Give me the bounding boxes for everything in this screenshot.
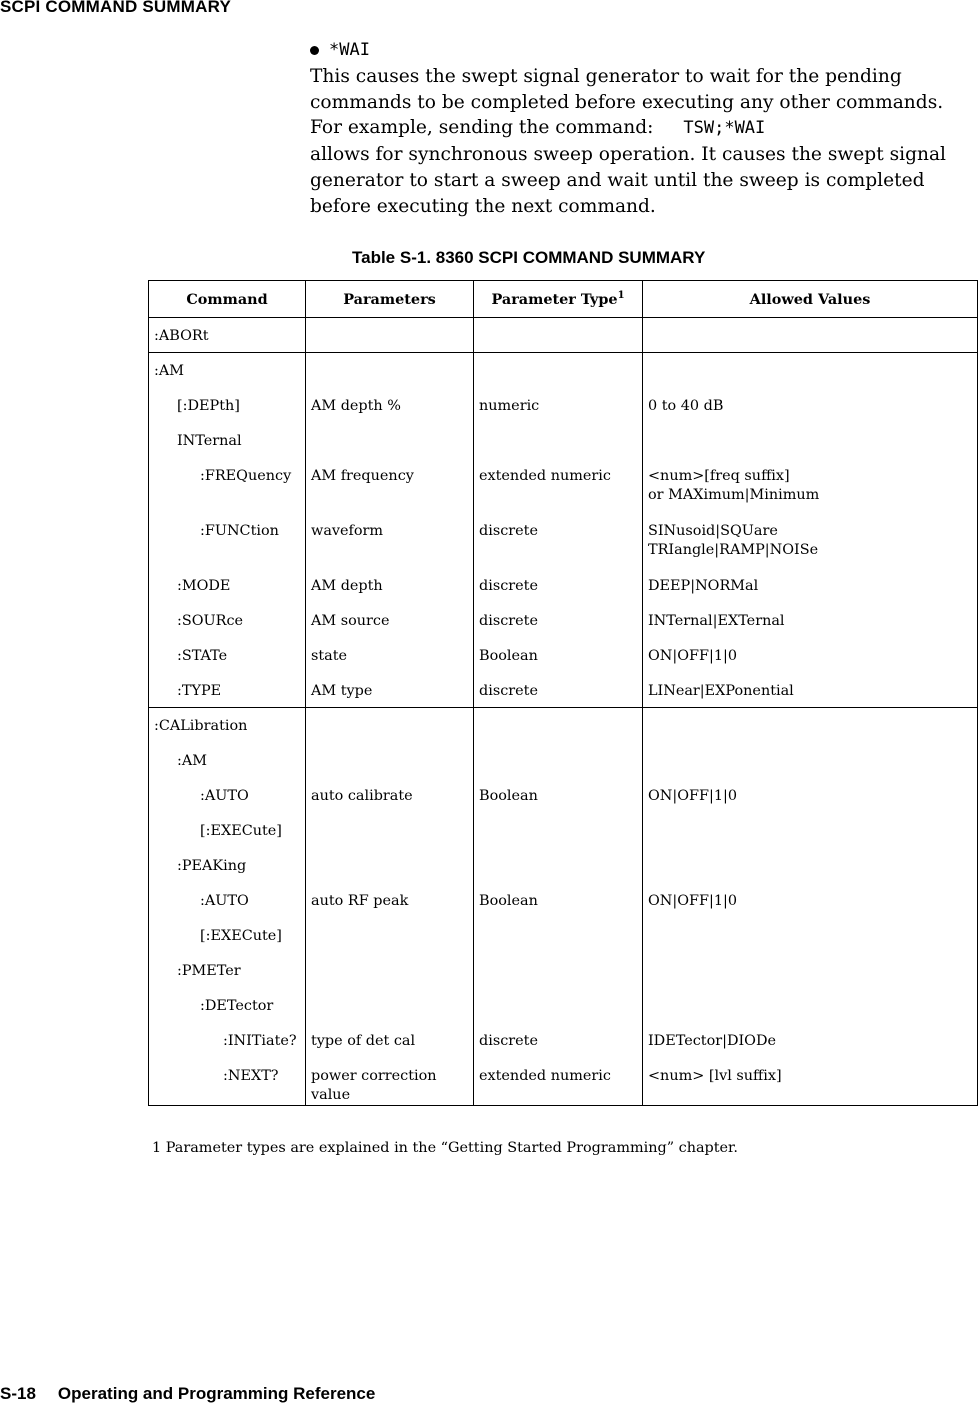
cell-parameters-text: AM frequency [311,467,414,484]
cell-command [149,743,306,778]
cell-parameter-type-text: extended numeric [479,1067,611,1084]
intro-line: before executing the next command. [310,195,656,217]
cell-command-text: :AM [154,363,184,379]
intro-line: generator to start a sweep and wait until the sweep is completed [310,169,925,191]
cell-command-text: :STATe [177,647,228,664]
cell-allowed-values-text: SINusoid|SQUare [648,522,778,539]
cell-parameter-type [474,883,643,918]
cell-parameter-type [474,318,643,353]
command-summary-table [148,280,978,1106]
cell-parameters [306,918,474,953]
table-row [149,458,978,513]
cell-parameters [306,813,474,848]
cell-parameters [306,388,474,423]
cell-command-text: [:DEPth] [177,397,240,414]
cell-allowed-values-text: DEEP|NORMal [648,577,759,594]
cell-command [149,1023,306,1058]
cell-parameters [306,1058,474,1106]
cell-parameters [306,708,474,743]
cell-parameter-type-text: discrete [479,577,538,594]
cell-command-text: :MODE [177,577,231,594]
cell-command [149,708,306,743]
cell-parameters [306,883,474,918]
cell-parameters-text: AM depth [311,577,383,594]
cell-parameters [306,988,474,1023]
cell-allowed-values-text: or MAXimum|Minimum [648,486,820,503]
cell-parameter-type [474,353,643,388]
cell-parameters-text: AM source [311,612,390,629]
table-row [149,708,978,743]
table-row [149,603,978,638]
cell-allowed-values [643,673,978,708]
table-row [149,423,978,458]
cell-parameter-type [474,638,643,673]
cell-command-text: :ABORt [154,328,209,344]
cell-command [149,318,306,353]
cell-parameter-type-text: discrete [479,1032,538,1049]
cell-command [149,1058,306,1106]
cell-command-text: [:EXECute] [200,822,282,839]
cell-allowed-values-text: ON|OFF|1|0 [648,787,738,804]
cell-command-text: :AUTO [200,892,249,909]
footnote-marker: 1 [617,290,625,302]
cell-allowed-values-text: INTernal|EXTernal [648,612,785,629]
cell-parameter-type [474,673,643,708]
header-type-label: Parameter Type [491,290,618,308]
cell-allowed-values [643,743,978,778]
cell-command-text: :CALibration [154,718,248,734]
cell-allowed-values [643,708,978,743]
cell-allowed-values [643,603,978,638]
footer-title: Operating and Programming Reference [57,1384,376,1403]
cell-parameter-type [474,423,643,458]
table-row [149,918,978,953]
table-row [149,673,978,708]
bullet-item [310,38,970,64]
cell-parameter-type [474,988,643,1023]
intro-line: allows for synchronous sweep operation. It causes the swept signal [310,144,946,166]
cell-command [149,988,306,1023]
cell-command-text: :AM [177,752,207,769]
cell-parameters [306,318,474,353]
cell-allowed-values [643,638,978,673]
intro-text [310,38,970,220]
cell-command [149,813,306,848]
table-row [149,743,978,778]
cell-allowed-values [643,883,978,918]
cell-command [149,638,306,673]
cell-parameter-type [474,918,643,953]
cell-parameters [306,953,474,988]
cell-command-text: :PMETer [177,962,241,979]
cell-parameters-text: auto RF peak [311,892,409,909]
cell-parameter-type [474,813,643,848]
cell-allowed-values-text: IDETector|DIODe [648,1032,777,1049]
cell-parameters-text: AM depth % [311,397,401,414]
cell-parameter-type-text: extended numeric [479,467,611,484]
cell-parameters [306,458,474,513]
cell-command [149,388,306,423]
cell-parameters-text: auto calibrate [311,787,413,804]
cell-command-text: :FREQuency [200,467,292,484]
cell-parameter-type [474,778,643,813]
cell-parameters-text: value [311,1086,351,1103]
table-row [149,883,978,918]
cell-command [149,353,306,388]
header-allowed-values: Allowed Values [643,281,978,318]
example-prefix: For example, sending the command: [310,117,654,139]
cell-parameter-type [474,513,643,568]
cell-allowed-values [643,423,978,458]
cell-command-text: :FUNCtion [200,522,279,539]
cell-parameters [306,1023,474,1058]
bullet-icon [310,46,319,55]
table-row [149,813,978,848]
cell-allowed-values [643,1058,978,1106]
header-parameters: Parameters [306,281,474,318]
cell-parameters [306,848,474,883]
cell-parameter-type [474,458,643,513]
cell-parameters [306,353,474,388]
table-row [149,638,978,673]
cell-allowed-values [643,513,978,568]
cell-parameter-type [474,1058,643,1106]
cell-parameters [306,603,474,638]
cell-command-text: :INITiate? [223,1032,297,1049]
cell-parameter-type [474,1023,643,1058]
cell-parameter-type [474,388,643,423]
cell-allowed-values-text: 0 to 40 dB [648,397,724,414]
cell-allowed-values-text: ON|OFF|1|0 [648,647,738,664]
cell-parameters [306,423,474,458]
cell-parameter-type-text: discrete [479,682,538,699]
table-row [149,778,978,813]
cell-parameter-type-text: Boolean [479,892,538,909]
cell-parameter-type-text: Boolean [479,647,538,664]
table-row [149,1023,978,1058]
table-row [149,388,978,423]
table-row [149,848,978,883]
cell-command-text: :TYPE [177,682,222,699]
table-row [149,513,978,568]
cell-parameter-type-text: discrete [479,522,538,539]
cell-parameter-type [474,953,643,988]
page-header: SCPI COMMAND SUMMARY [0,0,231,16]
intro-line: This causes the swept signal generator to wait for the pending [310,65,902,87]
cell-command-text: :AUTO [200,787,249,804]
table-row [149,568,978,603]
table-row [149,1058,978,1106]
cell-allowed-values-text: ON|OFF|1|0 [648,892,738,909]
wai-command: *WAI [329,40,370,60]
cell-parameter-type-text: Boolean [479,787,538,804]
cell-command [149,568,306,603]
cell-parameter-type [474,708,643,743]
cell-allowed-values [643,988,978,1023]
table-row [149,988,978,1023]
cell-allowed-values [643,918,978,953]
cell-command [149,513,306,568]
table-body [149,318,978,1106]
footnote: 1 Parameter types are explained in the “Getting Started Programming” chapter. [152,1140,738,1156]
cell-parameters-text: waveform [311,522,384,539]
cell-parameters [306,513,474,568]
header-command: Command [149,281,306,318]
cell-command [149,918,306,953]
header-parameter-type [474,281,643,318]
cell-command-text: INTernal [177,432,242,449]
cell-command [149,603,306,638]
cell-command [149,423,306,458]
example-command: TSW;*WAI [683,118,766,139]
cell-command [149,778,306,813]
cell-allowed-values [643,848,978,883]
cell-allowed-values [643,1023,978,1058]
cell-allowed-values [643,568,978,603]
cell-parameters [306,638,474,673]
cell-parameters-text: state [311,647,348,664]
cell-allowed-values [643,318,978,353]
table-row [149,318,978,353]
cell-parameters [306,568,474,603]
cell-command-text: :NEXT? [223,1067,279,1084]
cell-parameter-type [474,568,643,603]
cell-parameters [306,778,474,813]
cell-command-text: :SOURce [177,612,244,629]
cell-parameters [306,673,474,708]
table-title: Table S-1. 8360 SCPI COMMAND SUMMARY [352,248,706,267]
cell-parameters [306,743,474,778]
cell-command [149,673,306,708]
cell-allowed-values-text: TRIangle|RAMP|NOISe [648,541,819,558]
cell-command [149,883,306,918]
table-row [149,953,978,988]
cell-parameter-type [474,743,643,778]
cell-parameters-text: type of det cal [311,1032,416,1049]
cell-allowed-values [643,458,978,513]
intro-line: commands to be completed before executing any other commands. [310,91,944,113]
page-footer [0,1384,375,1404]
cell-parameter-type-text: numeric [479,397,540,414]
cell-command-text: :PEAKing [177,857,247,874]
cell-allowed-values [643,388,978,423]
cell-command [149,458,306,513]
cell-parameters-text: power correction [311,1067,437,1084]
cell-allowed-values [643,813,978,848]
page-number: S-18 [0,1384,36,1403]
cell-allowed-values [643,778,978,813]
cell-allowed-values-text: <num> [lvl suffix] [648,1067,782,1084]
cell-command [149,848,306,883]
cell-command-text: [:EXECute] [200,927,282,944]
cell-allowed-values [643,953,978,988]
table-row [149,353,978,388]
cell-allowed-values [643,353,978,388]
cell-parameter-type [474,848,643,883]
cell-parameter-type-text: discrete [479,612,538,629]
cell-command [149,953,306,988]
cell-allowed-values-text: LINear|EXPonential [648,682,794,699]
cell-parameter-type [474,603,643,638]
example-line [310,115,970,142]
table-header-row [149,281,978,318]
cell-parameters-text: AM type [311,682,373,699]
cell-command-text: :DETector [200,997,274,1014]
cell-allowed-values-text: <num>[freq suffix] [648,467,790,484]
